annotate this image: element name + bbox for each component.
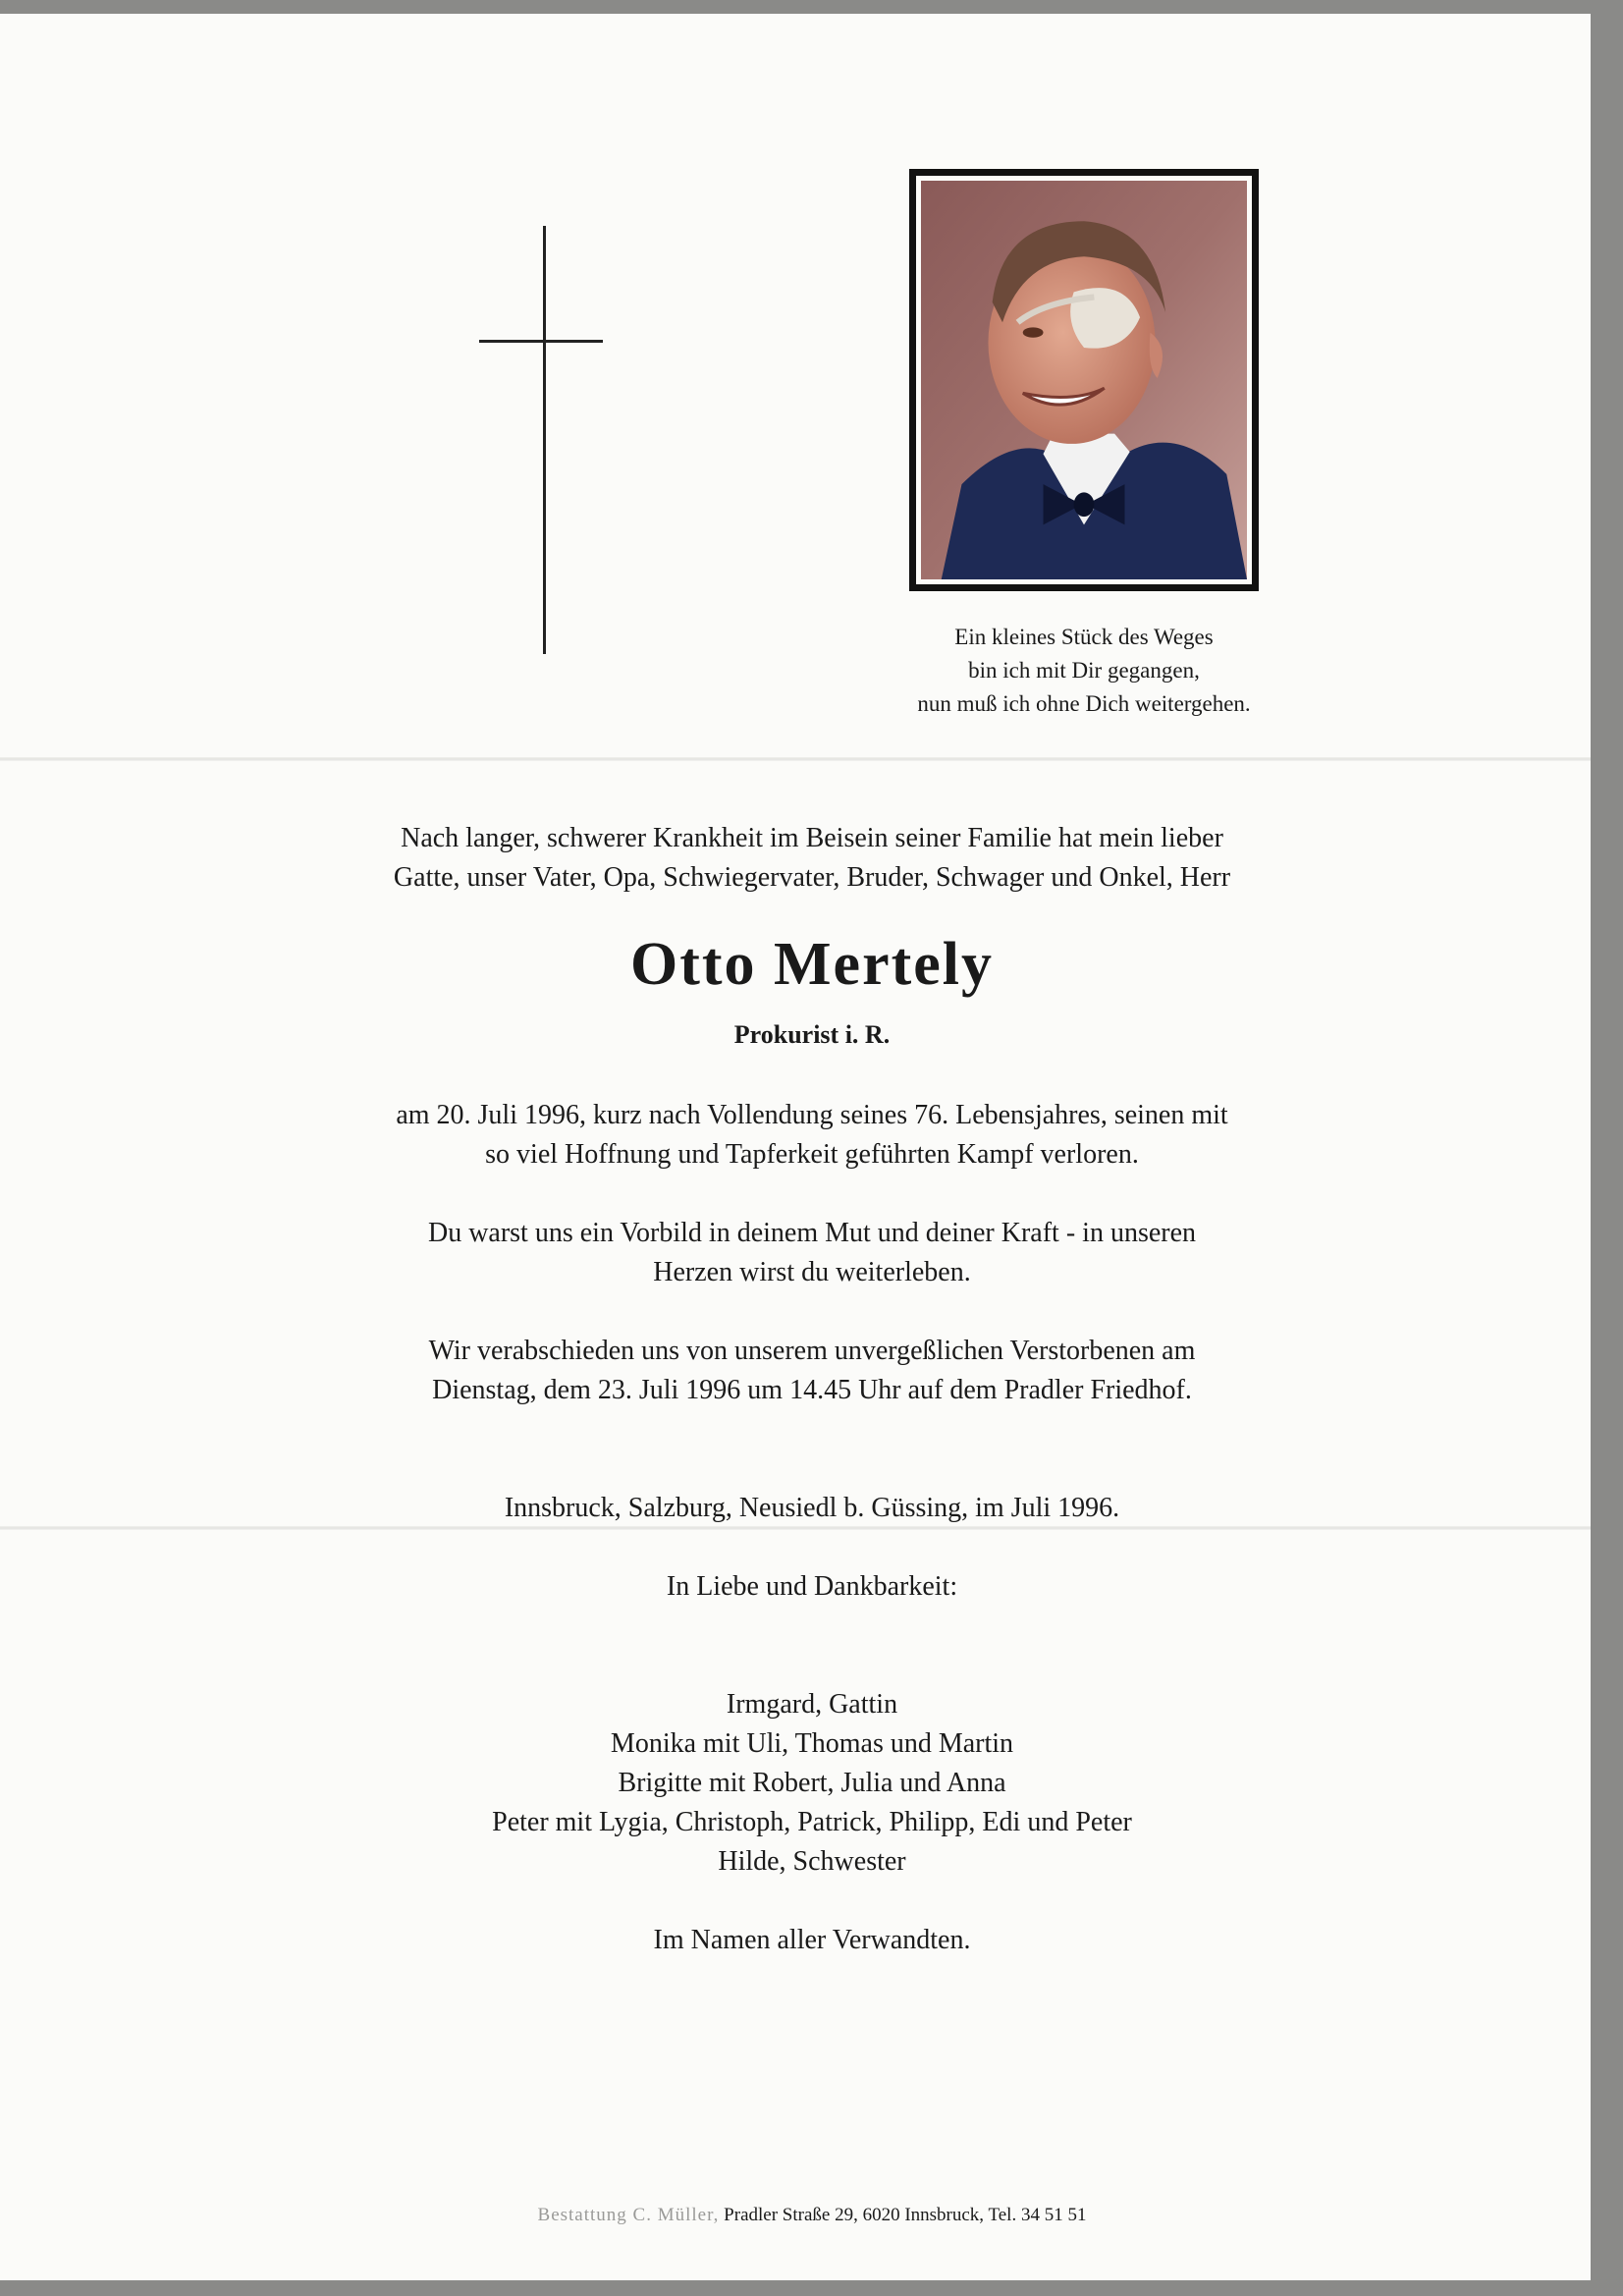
portrait-illustration bbox=[921, 181, 1247, 579]
family-list bbox=[196, 1685, 1428, 1882]
paragraph-line: am 20. Juli 1996, kurz nach Vollendung seines 76. Lebensjahres, seinen mit bbox=[396, 1100, 1228, 1130]
intro-line: Gatte, unser Vater, Opa, Schwiegervater, Bruder, Schwager und Onkel, Herr bbox=[393, 862, 1231, 893]
funeral-home-name: Bestattung C. Müller, bbox=[537, 2205, 720, 2225]
death-paragraph bbox=[196, 1096, 1428, 1175]
paragraph-line: Du warst uns ein Vorbild in deinem Mut und deiner Kraft - in unseren bbox=[427, 1218, 1197, 1248]
cross-icon-vertical bbox=[543, 226, 546, 654]
portrait-photo bbox=[921, 181, 1247, 579]
paragraph-line: Herzen wirst du weiterleben. bbox=[653, 1257, 971, 1287]
verse-line: Ein kleines Stück des Weges bbox=[954, 625, 1214, 649]
family-member: Brigitte mit Robert, Julia und Anna bbox=[618, 1768, 1006, 1798]
closing-text: Im Namen aller Verwandten. bbox=[653, 1925, 971, 1955]
intro-paragraph bbox=[196, 819, 1428, 898]
family-member: Hilde, Schwester bbox=[718, 1846, 906, 1877]
portrait-frame bbox=[909, 169, 1259, 591]
paragraph-line: Wir verabschieden uns von unserem unvergeßlichen Verstorbenen am bbox=[428, 1336, 1196, 1366]
funeral-home-footer bbox=[196, 2202, 1428, 2229]
closing-line bbox=[196, 1921, 1428, 1960]
funeral-paragraph bbox=[196, 1332, 1428, 1410]
verse-line: bin ich mit Dir gegangen, bbox=[968, 658, 1200, 683]
family-member: Peter mit Lygia, Christoph, Patrick, Philipp, Edi und Peter bbox=[492, 1807, 1132, 1837]
paragraph-line: Dienstag, dem 23. Juli 1996 um 14.45 Uhr auf dem Pradler Friedhof. bbox=[432, 1375, 1192, 1405]
verse-line: nun muß ich ohne Dich weitergehen. bbox=[917, 691, 1251, 716]
deceased-name: Otto Mertely bbox=[630, 931, 994, 998]
place-date bbox=[196, 1489, 1428, 1528]
obituary-sheet bbox=[0, 14, 1591, 2280]
tribute-paragraph bbox=[196, 1214, 1428, 1292]
intro-line: Nach langer, schwerer Krankheit im Beisein seiner Familie hat mein lieber bbox=[401, 823, 1223, 853]
deceased-title: Prokurist i. R. bbox=[733, 1020, 891, 1049]
family-member: Irmgard, Gattin bbox=[726, 1689, 898, 1720]
memorial-verse bbox=[831, 621, 1337, 721]
thanks-line bbox=[196, 1567, 1428, 1607]
funeral-home-address: Pradler Straße 29, 6020 Innsbruck, Tel. 34 51 51 bbox=[719, 2205, 1087, 2225]
fold-line bbox=[0, 757, 1591, 761]
cross-icon-horizontal bbox=[479, 340, 603, 343]
thanks-text: In Liebe und Dankbarkeit: bbox=[666, 1571, 958, 1602]
paragraph-line: so viel Hoffnung und Tapferkeit geführten Kampf verloren. bbox=[485, 1139, 1139, 1170]
family-member: Monika mit Uli, Thomas und Martin bbox=[610, 1728, 1014, 1759]
place-date-line: Innsbruck, Salzburg, Neusiedl b. Güssing, im Juli 1996. bbox=[504, 1493, 1120, 1523]
